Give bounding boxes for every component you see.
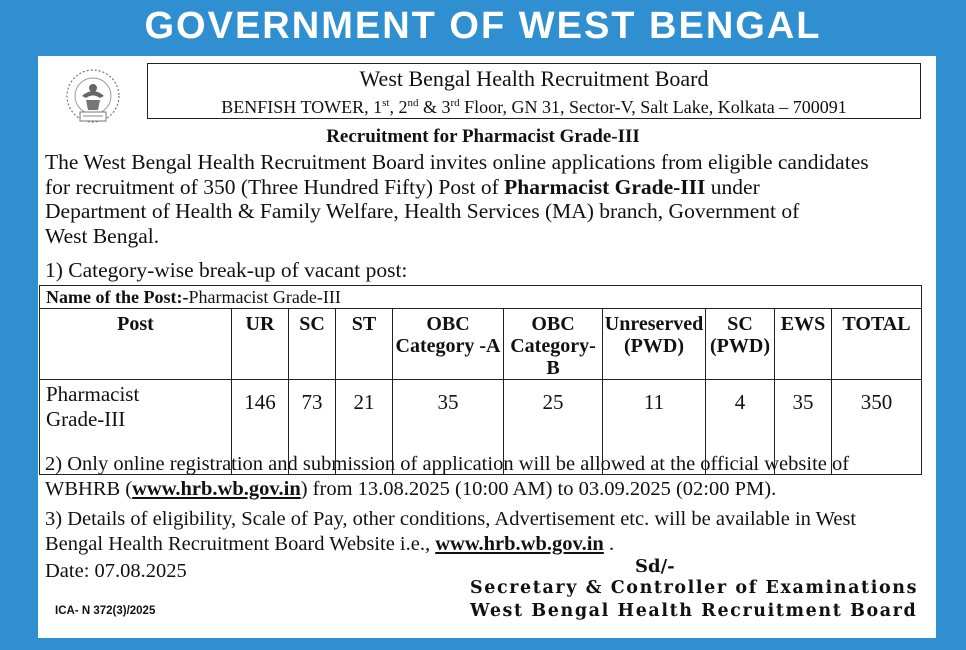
wbhrb-logo-icon — [62, 66, 124, 132]
cell-ur-pwd: 11 — [603, 380, 706, 475]
section-3-text: Bengal Health Recruitment Board Website i.e., — [45, 533, 436, 555]
header-text: (PWD) — [624, 335, 684, 357]
header-sc: SC — [289, 309, 336, 380]
section-3-line-1: 3) Details of eligibility, Scale of Pay, other conditions, Advertisement etc. will be available in West — [45, 508, 857, 530]
section-2-text: WBHRB ( — [45, 478, 133, 500]
vacancy-table — [39, 285, 922, 475]
notice-date: Date: 07.08.2025 — [45, 560, 187, 582]
board-address — [148, 92, 920, 118]
cell-ews: 35 — [775, 380, 832, 475]
website-link[interactable]: www.hrb.wb.gov.in — [132, 478, 301, 500]
cell-total: 350 — [832, 380, 922, 475]
reference-number: ICA- N 372(3)/2025 — [55, 605, 156, 617]
section-1-heading: 1) Category-wise break-up of vacant post: — [45, 258, 408, 282]
address-sup: nd — [407, 97, 419, 109]
address-part: & 3 — [418, 97, 451, 117]
address-part: BENFISH TOWER, 1 — [221, 97, 383, 117]
cell-obc-b: 25 — [504, 380, 603, 475]
header-obc-b — [504, 309, 603, 380]
address-part: , 2 — [389, 97, 408, 117]
header-text: SC — [727, 313, 753, 335]
header-obc-a — [393, 309, 504, 380]
government-banner: GOVERNMENT OF WEST BENGAL — [144, 5, 822, 47]
intro-line-4: West Bengal. — [45, 223, 160, 248]
header-sc-pwd — [706, 309, 775, 380]
header-ur: UR — [232, 309, 289, 380]
recruitment-title: Recruitment for Pharmacist Grade-III — [326, 126, 640, 147]
intro-text: for recruitment of 350 (Three Hundred Fifty) Post of — [45, 174, 505, 199]
intro-paragraph — [45, 150, 925, 248]
intro-line-3: Department of Health & Family Welfare, Health Services (MA) branch, Government of — [45, 199, 800, 223]
cell-sc: 73 — [289, 380, 336, 475]
section-3-paragraph — [45, 507, 925, 557]
header-text: (PWD) — [710, 335, 770, 357]
post-name-label: Name of the Post:- — [46, 287, 189, 307]
intro-line-2 — [45, 175, 925, 200]
header-text: Category-B — [510, 335, 596, 379]
header-text: OBC — [426, 313, 470, 335]
header-total: TOTAL — [832, 309, 922, 380]
header-ur-pwd — [603, 309, 706, 380]
post-name-value: Pharmacist Grade-III — [188, 287, 341, 307]
cell-obc-a: 35 — [393, 380, 504, 475]
header-text: Unreserved — [604, 313, 704, 335]
post-name-bold: Pharmacist Grade-III — [504, 174, 706, 199]
address-part: Floor, GN 31, Sector-V, Salt Lake, Kolkata – 700091 — [459, 97, 847, 117]
cell-sc-pwd: 4 — [706, 380, 775, 475]
website-link[interactable]: www.hrb.wb.gov.in — [435, 533, 604, 555]
header-st: ST — [336, 309, 393, 380]
header-post: Post — [40, 309, 232, 380]
cell-ur: 146 — [232, 380, 289, 475]
post-name-row — [40, 286, 922, 309]
section-2-line-1: 2) Only online registration and submission of application will be allowed at the official website of — [45, 453, 850, 475]
section-2-text: ) from 13.08.2025 (10:00 AM) to 03.09.2025 (02:00 PM). — [300, 478, 777, 500]
signature-sd: Sd/- — [635, 556, 675, 577]
section-2-paragraph — [45, 452, 925, 502]
header-text: OBC — [531, 313, 575, 335]
intro-text: under — [705, 174, 760, 199]
header-ews: EWS — [775, 309, 832, 380]
address-sup: rd — [450, 97, 460, 109]
section-2-line-2 — [45, 477, 925, 502]
header-text: Category -A — [395, 335, 501, 357]
address-sup: st — [382, 97, 390, 109]
section-3-line-2 — [45, 532, 925, 557]
board-header-box — [147, 63, 921, 119]
signatory-title: Secretary & Controller of Examinations — [470, 578, 919, 598]
board-name: West Bengal Health Recruitment Board — [359, 66, 709, 91]
cell-st: 21 — [336, 380, 393, 475]
section-3-text: . — [603, 533, 615, 555]
post-text: Grade-III — [46, 407, 126, 431]
post-text: Pharmacist — [46, 382, 140, 406]
intro-line-1: The West Bengal Health Recruitment Board invites online applications from eligible candidates — [45, 150, 869, 174]
signatory-organization: West Bengal Health Recruitment Board — [470, 601, 918, 621]
